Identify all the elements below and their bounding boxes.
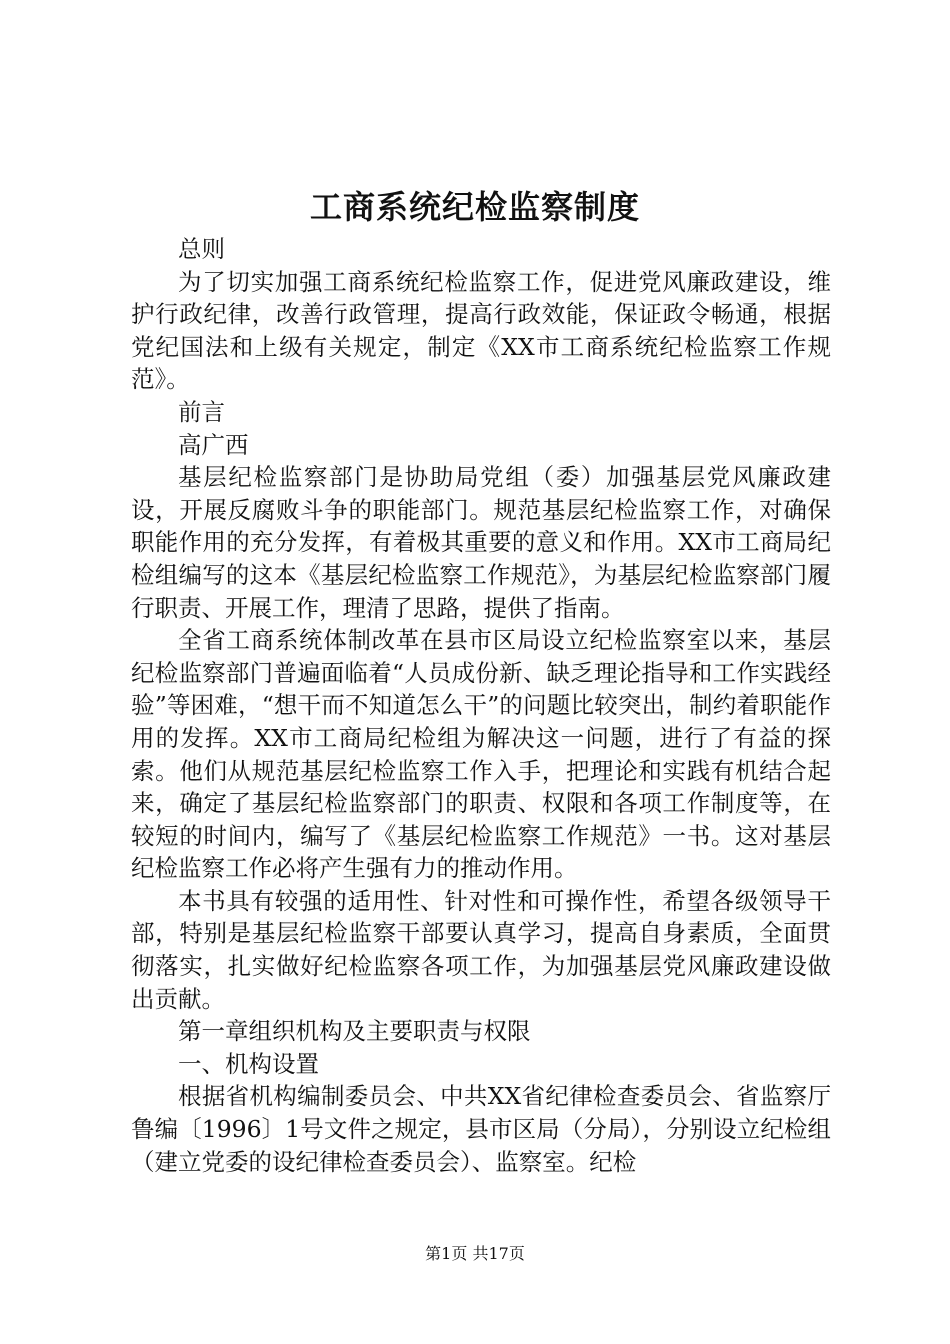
page-total: 共17页 xyxy=(472,1244,525,1263)
paragraph-chapter-1-heading: 第一章组织机构及主要职责与权限 xyxy=(178,1017,531,1046)
document-body xyxy=(131,233,831,1178)
page-footer xyxy=(0,1243,950,1265)
paragraph-preface-2: 全省工商系统体制改革在县市区局设立纪检监察室以来，基层纪检监察部门普遍面临着“人员成份新、缺乏理论指导和工作实践经验”等困难，“想干而不知道怎么干”的问题比较突出，制约着职能作用的发挥。XX市工商局纪检组为解决这一问题，进行了有益的探索。他们从规范基层纪检监察工作入手，把理论和实践有机结合起来，确定了基层纪检监察部门的职责、权限和各项工作制度等，在较短的时间内，编写了《基层纪检监察工作规范》一书。这对基层纪检监察工作必将产生强有力的推动作用。 xyxy=(131,626,831,883)
document-title: 工商系统纪检监察制度 xyxy=(309,188,640,226)
paragraph-preface-1: 基层纪检监察部门是协助局党组（委）加强基层党风廉政建设，开展反腐败斗争的职能部门。规范基层纪检监察工作，对确保职能作用的充分发挥，有着极其重要的意义和作用。XX市工商局纪检组编写的这本《基层纪检监察工作规范》，为基层纪检监察部门履行职责、开展工作，理清了思路，提供了指南。 xyxy=(131,463,831,622)
paragraph-general-principles-heading: 总则 xyxy=(178,235,225,263)
paragraph-preface-heading: 前言 xyxy=(178,397,225,426)
paragraph-general-principles: 为了切实加强工商系统纪检监察工作，促进党风廉政建设，维护行政纪律，改善行政管理，提高行政效能，保证政令畅通，根据党纪国法和上级有关规定，制定《XX市工商系统纪检监察工作规范》。 xyxy=(131,267,831,394)
paragraph-section-1-heading: 一、机构设置 xyxy=(178,1049,319,1078)
paragraph-section-1-body: 根据省机构编制委员会、中共XX省纪律检查委员会、省监察厅鲁编〔1996〕1号文件之规定，县市区局（分局），分别设立纪检组（建立党委的设纪律检查委员会）、监察室。纪检 xyxy=(131,1082,831,1176)
paragraph-author: 高广西 xyxy=(178,430,249,459)
page-number: 第1页 xyxy=(425,1244,468,1263)
paragraph-preface-3: 本书具有较强的适用性、针对性和可操作性，希望各级领导干部，特别是基层纪检监察干部要认真学习，提高自身素质，全面贯彻落实，扎实做好纪检监察各项工作，为加强基层党风廉政建设做出贡献。 xyxy=(131,886,831,1013)
